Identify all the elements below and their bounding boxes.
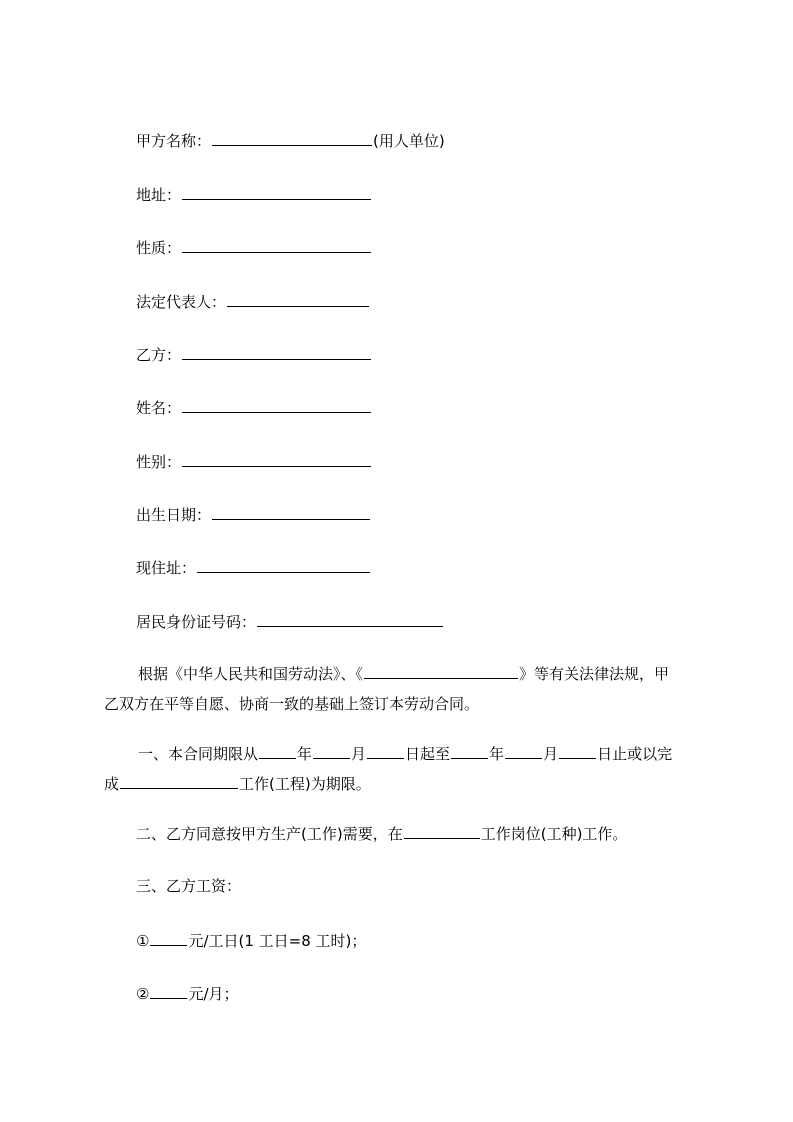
- address-blank[interactable]: [182, 183, 371, 200]
- party-b-label: 乙方：: [136, 346, 182, 364]
- monthly-wage-blank[interactable]: [150, 982, 187, 999]
- party-a-name-label: 甲方名称：: [136, 132, 212, 150]
- party-b-blank[interactable]: [182, 343, 371, 360]
- end-year-unit: 年: [489, 745, 505, 763]
- address-label: 地址：: [136, 186, 182, 204]
- preamble-line-1: [104, 659, 674, 689]
- end-month-blank[interactable]: [505, 742, 542, 759]
- end-year-blank[interactable]: [451, 742, 488, 759]
- clause-1-line-1: [104, 739, 674, 769]
- name-blank[interactable]: [182, 396, 371, 413]
- end-month-unit: 月: [543, 745, 559, 763]
- start-year-unit: 年: [297, 745, 313, 763]
- end-day-blank[interactable]: [559, 742, 596, 759]
- address-row: [136, 183, 372, 205]
- preamble-part1: 根据《中华人民共和国劳动法》、《: [138, 665, 364, 683]
- gender-label: 性别：: [136, 453, 182, 471]
- start-year-blank[interactable]: [259, 742, 296, 759]
- clause-1-line-2: [104, 769, 674, 799]
- party-b-row: [136, 343, 372, 365]
- wage-item-1-marker: ①: [136, 932, 150, 950]
- start-month-unit: 月: [351, 745, 367, 763]
- legal-rep-row: [136, 290, 370, 312]
- preamble-part2: 》等有关法律法规，甲: [519, 665, 670, 683]
- birth-row: [136, 503, 371, 525]
- clause-2-prefix: 二、乙方同意按甲方生产(工作)需要，在: [136, 825, 403, 843]
- clause-1-line2-suffix: 工作(工程)为期限。: [239, 775, 371, 793]
- law-name-blank[interactable]: [364, 662, 518, 679]
- clause-3-title: 三、乙方工资：: [136, 877, 242, 895]
- start-month-blank[interactable]: [313, 742, 350, 759]
- legal-rep-label: 法定代表人：: [136, 293, 227, 311]
- preamble: [104, 659, 674, 719]
- gender-blank[interactable]: [182, 450, 371, 467]
- birth-blank[interactable]: [212, 503, 370, 520]
- name-row: [136, 396, 372, 418]
- id-blank[interactable]: [257, 610, 443, 627]
- id-row: [136, 610, 444, 632]
- project-blank[interactable]: [120, 772, 238, 789]
- legal-rep-blank[interactable]: [227, 290, 369, 307]
- gender-row: [136, 450, 372, 472]
- wage-item-2: [136, 982, 239, 1004]
- wage-item-1: [136, 929, 366, 951]
- nature-label: 性质：: [136, 239, 182, 257]
- id-label: 居民身份证号码：: [136, 613, 257, 631]
- start-day-unit: 日起至: [405, 745, 451, 763]
- nature-row: [136, 236, 372, 258]
- job-post-blank[interactable]: [404, 822, 480, 839]
- nature-blank[interactable]: [182, 236, 371, 253]
- name-label: 姓名：: [136, 399, 182, 417]
- wage-item-2-text: 元/月；: [188, 985, 239, 1003]
- party-a-name-row: [136, 129, 445, 151]
- daily-wage-blank[interactable]: [150, 929, 187, 946]
- clause-2: [136, 822, 627, 844]
- party-a-name-suffix: (用人单位): [373, 132, 445, 150]
- current-address-blank[interactable]: [197, 556, 370, 573]
- wage-item-1-text: 元/工日(1 工日=8 工时)；: [188, 932, 367, 950]
- birth-label: 出生日期：: [136, 506, 212, 524]
- clause-1: [104, 739, 674, 799]
- clause-1-line2-prefix: 成: [104, 775, 120, 793]
- clause-2-suffix: 工作岗位(工种)工作。: [480, 825, 628, 843]
- current-address-label: 现住址：: [136, 559, 197, 577]
- clause-1-prefix: 一、本合同期限从: [138, 745, 259, 763]
- start-day-blank[interactable]: [367, 742, 404, 759]
- wage-item-2-marker: ②: [136, 985, 150, 1003]
- end-day-unit: 日止或以完: [597, 745, 673, 763]
- party-a-name-blank[interactable]: [212, 129, 372, 146]
- current-address-row: [136, 556, 371, 578]
- preamble-line-2: 乙双方在平等自愿、协商一致的基础上签订本劳动合同。: [104, 695, 480, 713]
